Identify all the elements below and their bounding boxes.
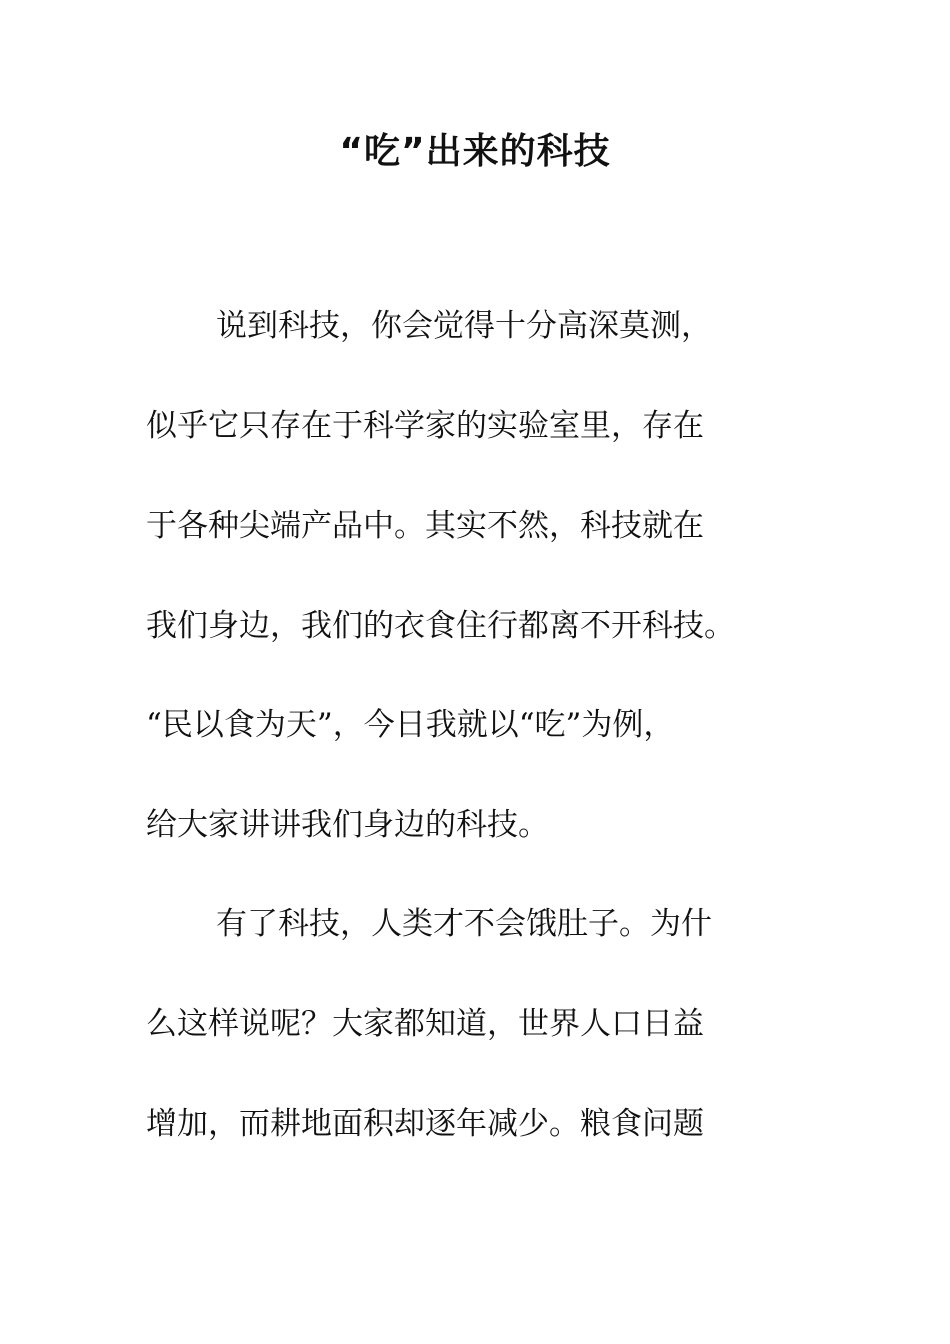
paragraph-line: 于各种尖端产品中。其实不然，科技就在	[146, 508, 704, 544]
paragraph-line: 似乎它只存在于科学家的实验室里，存在	[146, 408, 704, 444]
document-title: “吃”出来的科技	[339, 131, 611, 172]
paragraph-line: 么这样说呢？大家都知道，世界人口日益	[146, 1006, 704, 1042]
paragraph-line: 说到科技，你会觉得十分高深莫测，	[216, 308, 712, 344]
paragraph-line: “民以食为天”，今日我就以“吃”为例，	[146, 707, 675, 743]
paragraph-line: 有了科技，人类才不会饿肚子。为什	[216, 906, 712, 942]
paragraph-line: 我们身边，我们的衣食住行都离不开科技。	[146, 608, 735, 644]
paragraph-line: 给大家讲讲我们身边的科技。	[146, 807, 549, 843]
paragraph-line: 增加，而耕地面积却逐年减少。粮食问题	[146, 1106, 704, 1142]
